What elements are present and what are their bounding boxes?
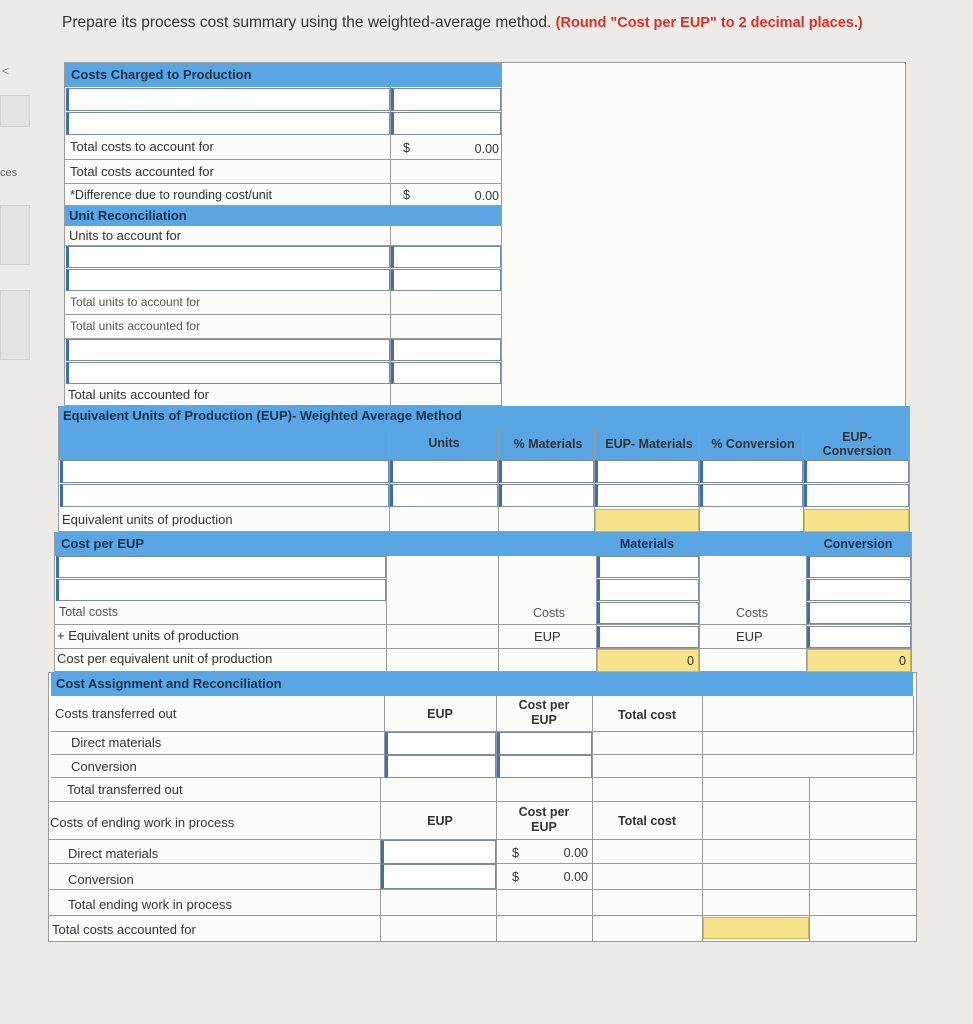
materials-total-costs-input[interactable]: [597, 602, 699, 624]
assignment-total-ending-wip: Total ending work in process: [68, 897, 233, 912]
cost-eup-label-input-2[interactable]: [56, 579, 386, 601]
units-accounted-label-input-1[interactable]: [66, 339, 390, 361]
cost-eup-materials-input-2[interactable]: [597, 579, 699, 601]
total-costs-accounted-row: [65, 160, 501, 184]
total-units-accounted-row: [65, 315, 501, 339]
eup-col-pct-conversion: % Conversion: [711, 437, 795, 451]
units-accounted-label-input-2[interactable]: [66, 362, 390, 384]
cost-per-eup-conversion: Conversion: [823, 537, 893, 551]
materials-eup-input[interactable]: [597, 626, 699, 648]
assignment-transferred-label: Costs transferred out: [55, 706, 177, 721]
eup-materials-input-2[interactable]: [595, 484, 699, 507]
unit-reconciliation-header: Unit Reconciliation: [69, 208, 187, 223]
assignment-total-transferred: Total transferred out: [67, 782, 183, 797]
costs-charged-total-to-account-value: 0.00: [474, 142, 499, 156]
materials-cost-per-eup: [597, 649, 699, 672]
cost-per-eup-materials: Materials: [619, 537, 675, 551]
unit-reconciliation-units-to-account-label: Units to account for: [69, 228, 181, 243]
eup-conversion-col-line2: Conversion: [822, 444, 892, 458]
assignment-total-cost-col: Total cost: [617, 814, 677, 828]
divide-eup-row: [55, 625, 911, 649]
cost-per-unit-row: [55, 649, 911, 672]
rounding-note: (Round "Cost per EUP" to 2 decimal places.): [555, 15, 863, 31]
assignment-header: Cost Assignment and Reconciliation: [56, 676, 282, 691]
assignment-eup-col: EUP: [427, 814, 453, 828]
units-value-input-1[interactable]: [391, 246, 501, 268]
costs-charged-total-to-account-currency: $: [403, 141, 410, 155]
cost-per-eup-total-costs-label: Total costs: [59, 605, 119, 619]
eup-conversion-col-line1: EUP-: [842, 430, 872, 444]
eup-label-input-1[interactable]: [60, 460, 389, 483]
total-transferred-row: [48, 778, 917, 802]
equivalent-units-row: [59, 508, 909, 532]
sidebar-tab[interactable]: [0, 95, 30, 127]
eup-label-input-2[interactable]: [60, 484, 389, 507]
assignment-ewip-conv-currency: $: [512, 870, 519, 884]
difference-rounding-row: [65, 184, 501, 206]
cost-per-eup-header: [55, 532, 911, 556]
costs-charged-total-accounted-label: Total costs accounted for: [70, 164, 214, 179]
units-label-input-2[interactable]: [66, 269, 390, 291]
sidebar-tab[interactable]: [0, 205, 30, 265]
cost-per-eup-eup-word: EUP: [534, 629, 561, 644]
eup-equivalent-units-label: Equivalent units of production: [62, 512, 233, 527]
eup-col-eup-materials: EUP- Materials: [605, 437, 693, 451]
assignment-direct-materials: Direct materials: [71, 735, 162, 750]
eup-conversion-input-1[interactable]: [804, 460, 909, 483]
cost-per-eup-materials-value: 0: [687, 654, 694, 668]
ewip-cost-per-eup-line2: EUP: [531, 820, 557, 834]
assignment-ending-wip-label: Costs of ending work in process: [50, 815, 235, 830]
assignment-direct-materials: Direct materials: [68, 846, 159, 861]
ending-wip-header-row: [48, 802, 917, 840]
eup-pct-materials-input-1[interactable]: [499, 460, 594, 483]
assignment-total-accounted: Total costs accounted for: [52, 922, 196, 937]
costs-charged-total-to-account-label: Total costs to account for: [70, 139, 214, 154]
unit-reconciliation-total-units-accounted-label-2: Total units accounted for: [68, 387, 209, 402]
assignment-eup-col: EUP: [427, 707, 453, 721]
total-costs-row: [55, 601, 911, 625]
total-ending-wip-row: [48, 890, 917, 916]
units-accounted-value-input-1[interactable]: [391, 339, 501, 361]
cost-per-eup-costs-word: Costs: [736, 606, 768, 620]
units-label-input-1[interactable]: [66, 246, 390, 268]
conversion-eup-input[interactable]: [807, 626, 911, 648]
cost-eup-conversion-input-2[interactable]: [807, 579, 911, 601]
unit-reconciliation-total-units-accounted-label: Total units accounted for: [70, 319, 201, 333]
sidebar-label[interactable]: ces: [0, 167, 18, 179]
cost-value-input-2[interactable]: [391, 112, 501, 135]
cost-per-eup-costs-word: Costs: [533, 606, 565, 620]
cost-eup-label-input-1[interactable]: [56, 556, 386, 578]
transferred-conv-eup-input[interactable]: [385, 755, 496, 778]
ewip-dm-eup-input[interactable]: [381, 840, 496, 864]
eup-materials-total: [595, 509, 699, 532]
assignment-total-cost-col: Total cost: [617, 708, 677, 722]
eup-col-units: Units: [428, 436, 460, 450]
units-value-input-2[interactable]: [391, 269, 501, 291]
costs-charged-header: [65, 63, 501, 87]
costs-transferred-out-row: [51, 696, 913, 732]
eup-pct-materials-input-2[interactable]: [499, 484, 594, 507]
cost-label-input-1[interactable]: [66, 88, 390, 111]
costs-charged-difference-value: 0.00: [474, 189, 499, 203]
eup-units-input-2[interactable]: [390, 484, 498, 507]
instruction-main: Prepare its process cost summary using the weighted-average method.: [62, 14, 552, 31]
assignment-ewip-dm-currency: $: [512, 846, 519, 860]
cost-value-input-1[interactable]: [391, 88, 501, 111]
eup-pct-conversion-input-1[interactable]: [700, 460, 803, 483]
unit-reconciliation-header: [65, 206, 501, 226]
cost-per-eup-conversion-value: 0: [899, 654, 906, 668]
assignment-ewip-conv-value: 0.00: [563, 870, 588, 884]
transferred-conv-cost-input[interactable]: [497, 755, 592, 778]
eup-conversion-input-2[interactable]: [804, 484, 909, 507]
instruction-text: [62, 14, 863, 32]
conversion-cost-per-eup: [807, 649, 911, 672]
grid-line: [913, 696, 914, 754]
ewip-cost-per-eup-line1: Cost per: [518, 805, 570, 819]
costs-charged-difference-label: *Difference due to rounding cost/unit: [70, 188, 272, 202]
total-units-accounted-row-2: [65, 384, 501, 406]
total-units-to-account-row: [65, 291, 501, 315]
eup-conversion-total: [804, 509, 909, 532]
cost-per-eup-eup-word: EUP: [736, 629, 763, 644]
cost-per-eup-header: Cost per EUP: [61, 536, 145, 551]
conversion-total-costs-input[interactable]: [807, 602, 911, 624]
transferred-dm-eup-input[interactable]: [385, 732, 496, 755]
cost-assignment-header: [51, 672, 913, 696]
cost-per-eup-col-line1: Cost per: [518, 698, 570, 712]
total-costs-to-account-row: [65, 136, 501, 160]
sidebar-tab[interactable]: [0, 290, 30, 360]
cost-eup-conversion-input-1[interactable]: [807, 556, 911, 578]
eup-materials-input-1[interactable]: [595, 460, 699, 483]
cost-eup-materials-input-1[interactable]: [597, 556, 699, 578]
eup-col-pct-materials: % Materials: [513, 437, 583, 451]
grid-line: [501, 62, 502, 410]
units-accounted-value-input-2[interactable]: [391, 362, 501, 384]
cost-label-input-2[interactable]: [66, 112, 390, 135]
cost-per-eup-divide-label: + Equivalent units of production: [57, 628, 239, 643]
units-to-account-row: [65, 226, 501, 246]
assignment-conversion: Conversion: [71, 759, 137, 774]
costs-charged-header: Costs Charged to Production: [71, 67, 252, 82]
eup-units-input-1[interactable]: [390, 460, 498, 483]
unit-reconciliation-total-units-to-account-label: Total units to account for: [70, 295, 201, 309]
total-costs-accounted-value: [703, 917, 809, 939]
costs-charged-difference-currency: $: [403, 188, 410, 202]
chevron-left-icon[interactable]: <: [2, 64, 10, 78]
cost-per-eup-cost-per-unit-label: Cost per equivalent unit of production: [57, 651, 273, 666]
eup-header: Equivalent Units of Production (EUP)- Weighted Average Method: [63, 408, 462, 423]
eup-header: [59, 406, 909, 460]
transferred-dm-cost-input[interactable]: [497, 732, 592, 755]
eup-pct-conversion-input-2[interactable]: [700, 484, 803, 507]
cost-per-eup-col-line2: EUP: [531, 713, 557, 727]
ewip-conv-eup-input[interactable]: [381, 864, 496, 889]
assignment-ewip-dm-value: 0.00: [563, 846, 588, 860]
assignment-conversion: Conversion: [68, 872, 134, 887]
